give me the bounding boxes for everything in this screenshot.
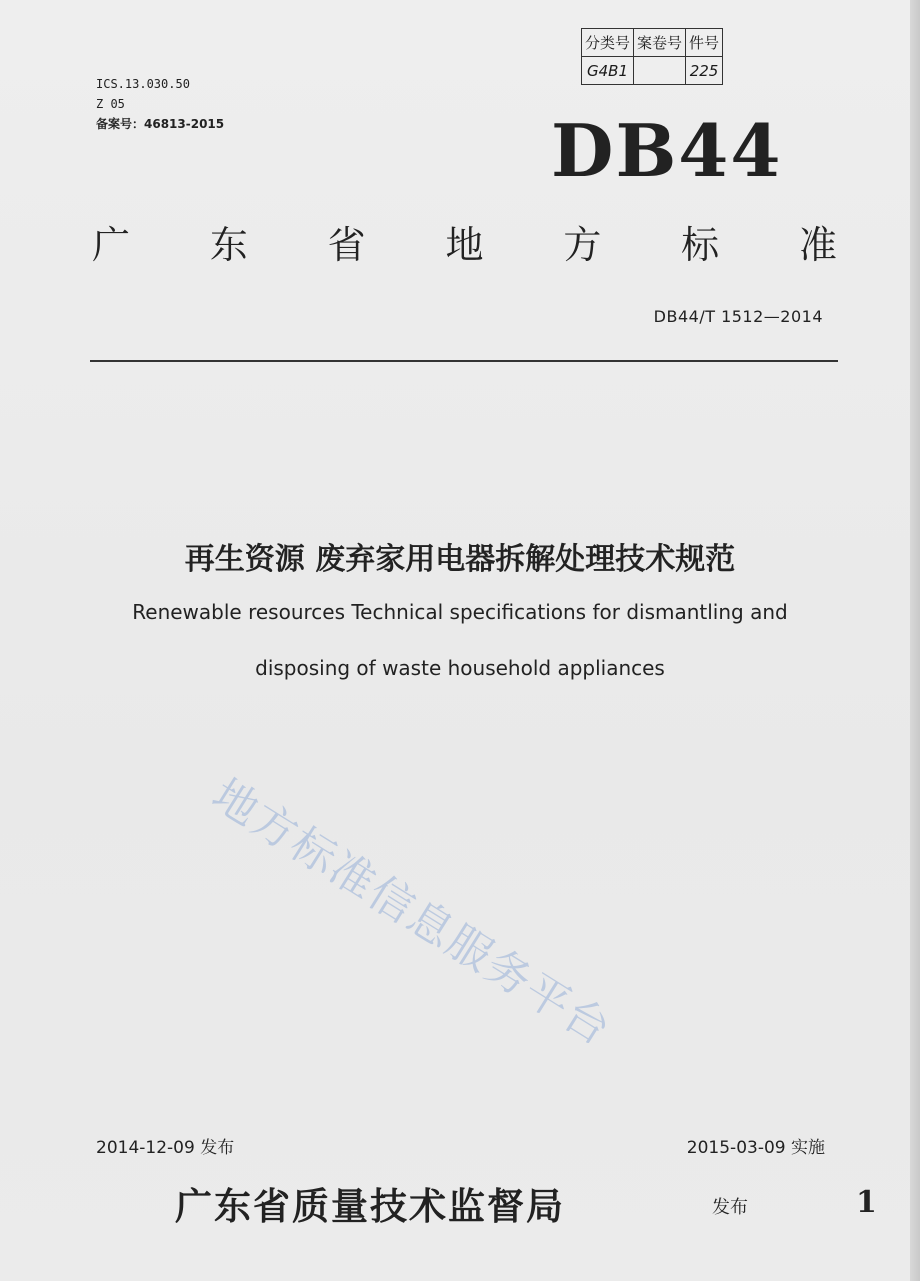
standard-type-char: 方 [563, 223, 602, 267]
db44-logo: DB44 [551, 108, 783, 193]
standard-number: DB44/T 1512—2014 [653, 307, 823, 326]
issuer-suffix: 发布 [712, 1197, 748, 1218]
archive-stamp [581, 28, 723, 85]
standard-type-char: 准 [798, 223, 837, 267]
stamp-value-category: G4B1 [582, 57, 634, 85]
chinese-title: 再生资源 废弃家用电器拆解处理技术规范 [184, 542, 736, 577]
stamp-value-file [634, 57, 686, 85]
watermark-text: 地方标准信息服务平台 [203, 769, 621, 1057]
ccs-code: Z 05 [96, 97, 125, 111]
english-title-line1: Renewable resources Technical specifications for dismantling and [132, 600, 788, 624]
issuing-authority: 广东省质量技术监督局 [175, 1184, 565, 1228]
implementation-date: 2015-03-09 实施 [686, 1138, 825, 1158]
page-number: 1 [856, 1185, 877, 1220]
issue-date: 2014-12-09 发布 [96, 1138, 235, 1158]
standard-type-title [92, 214, 837, 269]
stamp-header-category: 分类号 [582, 29, 634, 57]
classification-block [96, 74, 224, 134]
scan-edge [910, 0, 920, 1281]
filing-number: 备案号：46813-2015 [96, 117, 225, 131]
header-divider [90, 360, 838, 362]
standard-type-char: 地 [445, 223, 484, 267]
standard-type-char: 广 [92, 223, 131, 267]
ics-code: ICS.13.030.50 [96, 77, 190, 91]
english-title-line2: disposing of waste household appliances [255, 656, 665, 680]
stamp-header-item: 件号 [686, 29, 723, 57]
stamp-header-file: 案卷号 [634, 29, 686, 57]
standard-type-char: 东 [209, 223, 248, 267]
standard-type-char: 标 [681, 223, 720, 267]
stamp-value-item: 225 [686, 57, 723, 85]
standard-type-char: 省 [327, 223, 366, 267]
